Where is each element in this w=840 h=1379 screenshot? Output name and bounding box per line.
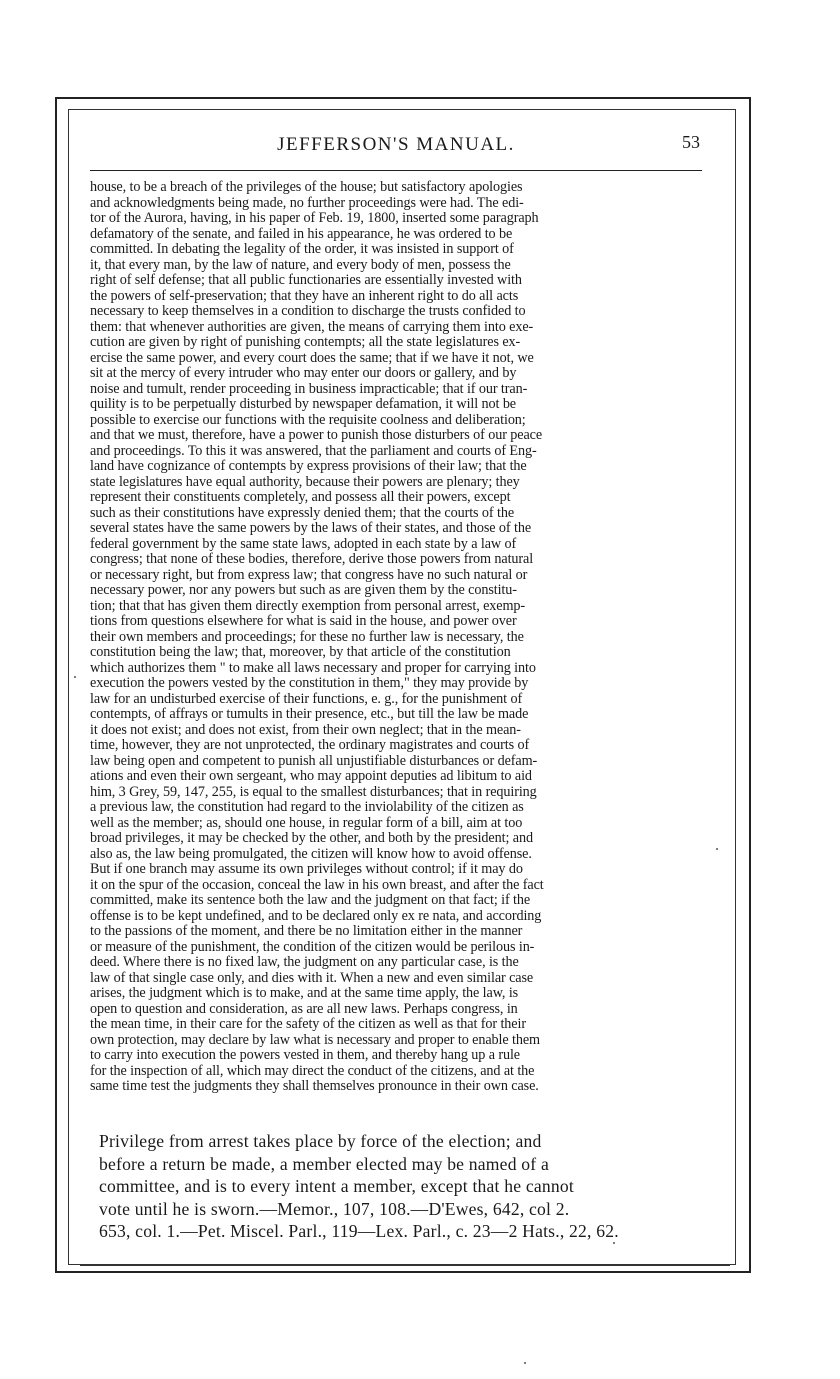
body-text-line: constitution being the law; that, moreover, by that article of the constitution — [90, 645, 511, 660]
body-text-line: sit at the mercy of every intruder who may enter our doors or gallery, and by — [90, 366, 517, 381]
body-text-line: well as the member; as, should one house, in regular form of a bill, aim at too — [90, 815, 523, 831]
body-text-line: it does not exist; and does not exist, from their own neglect; that in the mean- — [90, 722, 521, 738]
body-text-line: deed. Where there is no fixed law, the judgment on any particular case, is the — [90, 955, 519, 970]
body-text-line: to carry into execution the powers vested in them, and thereby hang up a rule — [90, 1048, 521, 1063]
body-text-line: necessary to keep themselves in a condition to discharge the trusts confided to — [90, 304, 526, 319]
print-speck — [524, 1362, 526, 1364]
body-text-line: committed. In debating the legality of the order, it was insisted in support of — [90, 242, 514, 257]
body-text-line: committed, make its sentence both the law and the judgment on that fact; if the — [90, 893, 531, 908]
body-text-line: law for an undisturbed exercise of their functions, e. g., for the punishment of — [90, 691, 523, 707]
body-text-line: But if one branch may assume its own privileges without control; if it may do — [90, 862, 523, 877]
body-text-line: house, to be a breach of the privileges of the house; but satisfactory apologies — [90, 180, 523, 195]
privilege-text-line: before a return be made, a member elected may be named of a — [99, 1153, 549, 1174]
print-speck — [613, 1242, 615, 1244]
body-text-line: quility is to be perpetually disturbed by newspaper defamation, it will not be — [90, 397, 517, 412]
body-text-line: which authorizes them " to make all laws necessary and proper for carrying into — [90, 660, 536, 676]
body-text-line: the powers of self-preservation; that they have an inherent right to do all acts — [90, 288, 519, 304]
print-speck — [716, 848, 718, 850]
body-text-line: state legislatures have equal authority, because their powers are plenary; they — [90, 474, 520, 490]
body-text-line: and acknowledgments being made, no further proceedings were had. The edi- — [90, 195, 524, 211]
body-text-line: represent their constituents completely, and possess all their powers, except — [90, 490, 511, 505]
page-number: 53 — [682, 132, 700, 152]
running-header — [90, 130, 702, 162]
body-text-line: a previous law, the constitution had regard to the inviolability of the citizen as — [90, 800, 524, 815]
body-text-line: offense is to be kept undefined, and to be declared only ex re nata, and according — [90, 908, 542, 924]
body-text-line: law being open and competent to punish all unjustifiable disturbances or defam- — [90, 753, 538, 769]
body-text-line: own protection, may declare by law what is necessary and proper to enable them — [90, 1032, 540, 1048]
body-text-line: land have cognizance of contempts by express provisions of their law; that the — [90, 459, 527, 474]
body-text-line: arises, the judgment which is to make, and at the same time apply, the law, is — [90, 986, 519, 1001]
body-text-line: possible to exercise our functions with the requisite coolness and deliberation; — [90, 412, 526, 428]
body-text-line: federal government by the same state laws, adopted in each state by a law of — [90, 536, 517, 552]
body-text-line: for the inspection of all, which may direct the conduct of the citizens, and at the — [90, 1063, 535, 1079]
body-text-line: cution are given by right of punishing contempts; all the state legislatures ex- — [90, 335, 521, 350]
body-text-line: law of that single case only, and dies with it. When a new and even similar case — [90, 970, 534, 986]
header-rule — [90, 170, 702, 171]
body-text-line: broad privileges, it may be checked by the other, and both by the president; and — [90, 831, 533, 846]
privilege-text-line: Privilege from arrest takes place by force of the election; and — [99, 1131, 542, 1151]
body-text — [90, 180, 712, 1095]
privilege-text-line: vote until he is sworn.—Memor., 107, 108.—D'Ewes, 642, col 2. — [99, 1198, 570, 1219]
body-text-line: necessary power, nor any powers but such as are given them by the constitu- — [90, 583, 517, 598]
body-text-line: him, 3 Grey, 59, 147, 255, is equal to the smallest disturbances; that in requiring — [90, 784, 537, 800]
body-text-line: or measure of the punishment, the condition of the citizen would be perilous in- — [90, 939, 535, 955]
body-text-line: same time test the judgments they shall themselves pronounce in their own case. — [90, 1079, 539, 1094]
body-text-line: or necessary right, but from express law; that congress have no such natural or — [90, 567, 528, 583]
body-text-line: such as their constitutions have expressly denied them; that the courts of the — [90, 505, 515, 521]
body-text-line: contempts, of affrays or tumults in their presence, etc., but till the law be made — [90, 707, 529, 722]
body-text-line: execution the powers vested by the constitution in them," they may provide by — [90, 676, 529, 691]
body-text-line: right of self defense; that all public functionaries are essentially invested with — [90, 273, 522, 288]
privilege-text-line: 653, col. 1.—Pet. Miscel. Parl., 119—Lex. Parl., c. 23—2 Hats., 22, 62. — [99, 1221, 619, 1242]
body-text-line: also as, the law being promulgated, the citizen will know how to avoid offense. — [90, 846, 532, 862]
body-text-line: it on the spur of the occasion, conceal the law in his own breast, and after the fact — [90, 877, 544, 893]
body-text-line: tion; that that has given them directly exemption from personal arrest, exemp- — [90, 598, 526, 614]
body-text-line: defamatory of the senate, and failed in his appearance, he was ordered to be — [90, 226, 513, 242]
body-text-line: to the passions of the moment, and there be no limitation either in the manner — [90, 924, 523, 939]
running-title: JEFFERSON'S MANUAL. — [277, 134, 515, 155]
body-text-line: open to question and consideration, as are all new laws. Perhaps congress, in — [90, 1001, 518, 1017]
body-text-line: it, that every man, by the law of nature, and every body of men, possess the — [90, 257, 511, 273]
privilege-paragraph — [99, 1130, 714, 1243]
body-text-line: them: that whenever authorities are given, the means of carrying them into exe- — [90, 319, 534, 335]
body-text-line: and that we must, therefore, have a power to punish those disturbers of our peace — [90, 428, 543, 443]
body-text-line: congress; that none of these bodies, therefore, derive those powers from natural — [90, 552, 534, 567]
body-text-line: ations and even their own sergeant, who may appoint deputies ad libitum to aid — [90, 769, 532, 784]
privilege-text-line: committee, and is to every intent a member, except that he cannot — [99, 1176, 574, 1197]
body-text-line: tor of the Aurora, having, in his paper of Feb. 19, 1800, inserted some paragraph — [90, 211, 539, 226]
body-text-line: tions from questions elsewhere for what is said in the house, and power over — [90, 614, 517, 629]
body-text-line: their own members and proceedings; for these no further law is necessary, the — [90, 629, 524, 645]
body-text-line: time, however, they are not unprotected, the ordinary magistrates and courts of — [90, 738, 530, 753]
body-text-line: and proceedings. To this it was answered, that the parliament and courts of Eng- — [90, 443, 537, 459]
print-speck — [74, 676, 76, 678]
body-text-line: the mean time, in their care for the safety of the citizen as well as that for their — [90, 1017, 526, 1032]
body-text-line: noise and tumult, render proceeding in business impracticable; that if our tran- — [90, 381, 528, 397]
body-text-line: several states have the same powers by the laws of their states, and those of the — [90, 521, 532, 536]
body-text-line: ercise the same power, and every court does the same; that if we have it not, we — [90, 350, 534, 366]
bottom-rule — [80, 1265, 730, 1266]
